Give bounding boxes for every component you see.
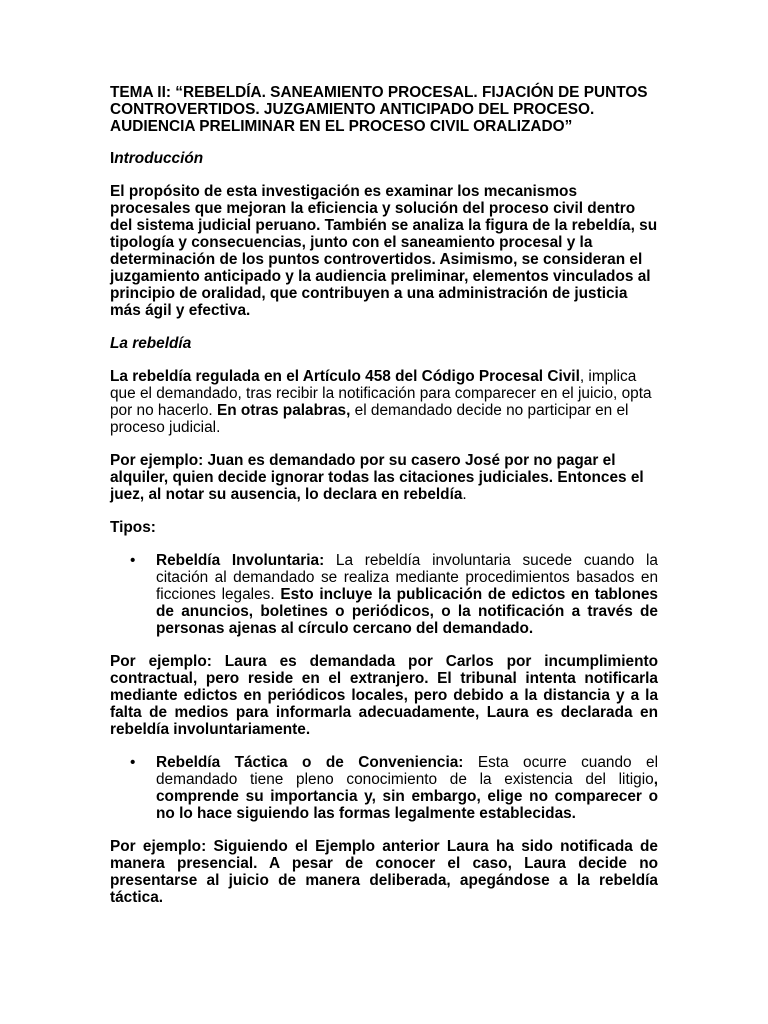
list-item-rebeldia-tactica xyxy=(110,754,658,822)
involuntaria-text: La rebeldía involuntaria sucede cuando la citación al demandado se realiza mediante procedimientos basados en ficciones legales. xyxy=(156,552,658,603)
rebeldia-heading: La rebeldía xyxy=(110,335,192,352)
rebeldia-definition-paragraph xyxy=(110,368,658,436)
involuntaria-label: Rebeldía Involuntaria: xyxy=(156,552,325,569)
example-juan-period: . xyxy=(462,486,467,503)
tipos-list-involuntaria xyxy=(110,552,658,637)
tactica-bold-text: , comprende su importancia y, sin embargo, elige no comparecer o no lo hace siguiendo las formas legalmente establecidas. xyxy=(156,771,658,822)
example-juan-text: Por ejemplo: Juan es demandado por su casero José por no pagar el alquiler, quien decide ignorar todas las citaciones judiciales. Entonces el juez, al notar su ausencia, lo declara en rebeldía xyxy=(110,452,644,503)
bullet-icon: • xyxy=(130,552,136,569)
rebeldia-article-ref: La rebeldía regulada en el Artículo 458 del Código Procesal Civil xyxy=(110,368,580,385)
intro-heading-initial: I xyxy=(110,150,115,167)
tactica-label: Rebeldía Táctica o de Conveniencia: xyxy=(156,754,464,771)
intro-paragraph: El propósito de esta investigación es examinar los mecanismos procesales que mejoran la eficiencia y solución del proceso civil dentro del sistema judicial peruano. También se analiza la figura de la rebeldía, su tipología y consecuencias, junto con el saneamiento procesal y la determinación de los puntos controvertidos. Asimismo, se consideran el juzgamiento anticipado y la audiencia preliminar, elementos vinculados al principio de oralidad, que contribuyen a una administración de justicia más ágil y efectiva. xyxy=(110,183,658,319)
rebeldia-def-text-2: el demandado decide no participar en el proceso judicial. xyxy=(110,402,629,436)
example-laura-paragraph: Por ejemplo: Laura es demandada por Carlos por incumplimiento contractual, pero reside en el extranjero. El tribunal intenta notificarla mediante edictos en periódicos locales, pero debido a la distancia y a la falta de medios para informarla adecuadamente, Laura es declarada en rebeldía involuntariamente. xyxy=(110,653,658,738)
intro-heading xyxy=(110,150,658,167)
document-page xyxy=(110,84,658,922)
tactica-text: Esta ocurre cuando el demandado tiene pleno conocimiento de la existencia del litigio xyxy=(156,754,658,788)
example-tactica-paragraph: Por ejemplo: Siguiendo el Ejemplo anterior Laura ha sido notificada de manera presencial. A pesar de conocer el caso, Laura decide no presentarse al juicio de manera deliberada, apegándose a la rebeldía táctica. xyxy=(110,838,658,906)
bullet-icon: • xyxy=(130,754,136,771)
tipos-heading: Tipos: xyxy=(110,519,156,536)
involuntaria-bold-text: Esto incluye la publicación de edictos en tablones de anuncios, boletines o periódicos, o la notificación a través de personas ajenas al círculo cercano del demandado. xyxy=(156,586,658,637)
rebeldia-def-text-1: , implica que el demandado, tras recibir la notificación para comparecer en el juicio, opta por no hacerlo. xyxy=(110,368,652,419)
example-juan-paragraph xyxy=(110,452,658,503)
intro-heading-rest: ntroducción xyxy=(114,150,204,167)
rebeldia-def-emphasis: En otras palabras, xyxy=(216,402,351,419)
tipos-list-tactica xyxy=(110,754,658,822)
document-title: TEMA II: “REBELDÍA. SANEAMIENTO PROCESAL. FIJACIÓN DE PUNTOS CONTROVERTIDOS. JUZGAMIENTO ANTICIPADO DEL PROCESO. AUDIENCIA PRELIMINAR EN EL PROCESO CIVIL ORALIZADO” xyxy=(110,84,648,135)
list-item-rebeldia-involuntaria xyxy=(110,552,658,637)
